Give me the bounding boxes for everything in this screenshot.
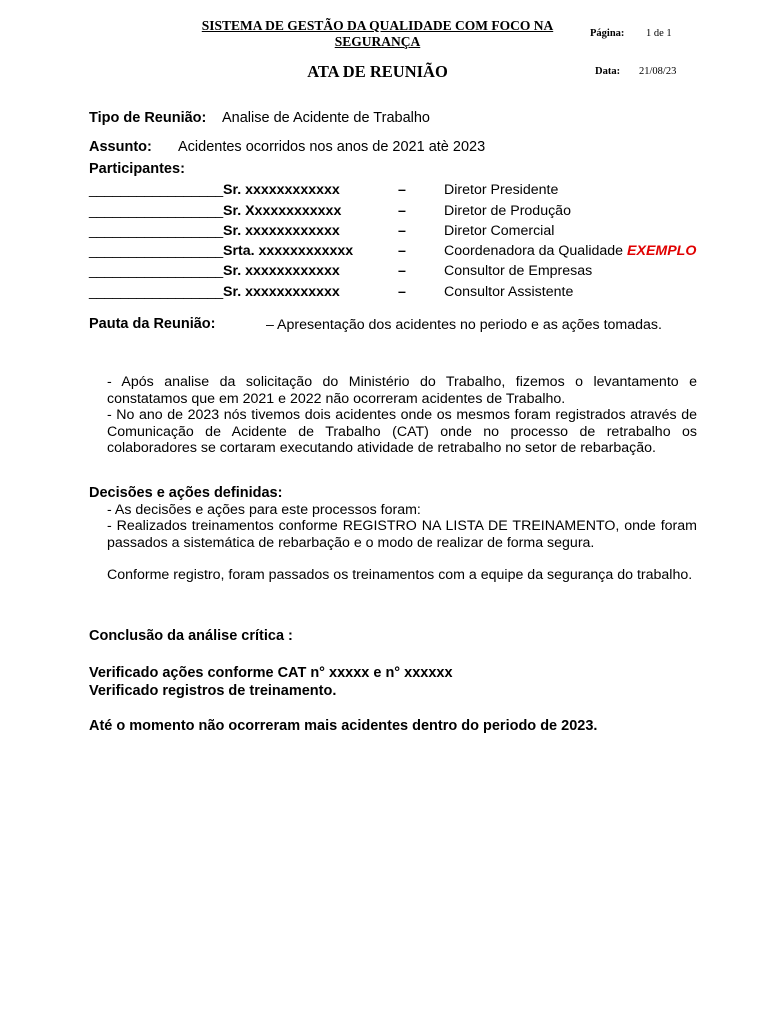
participant-role: Diretor Presidente <box>444 182 559 198</box>
participant-row <box>89 223 729 241</box>
participant-row <box>89 243 729 261</box>
subject-value: Acidentes ocorridos nos anos de 2021 atè 2023 <box>178 139 486 155</box>
participant-row <box>89 203 729 221</box>
participant-role: Diretor Comercial <box>444 223 555 239</box>
participant-name: Sr. xxxxxxxxxxxx <box>223 182 340 198</box>
participant-dash: – <box>398 223 406 239</box>
document-title: SISTEMA DE GESTÃO DA QUALIDADE COM FOCO NA SEGURANÇA <box>201 18 554 49</box>
page-value: 1 de 1 <box>646 28 672 39</box>
signature-line: _________________ <box>89 182 224 198</box>
decision-note: Conforme registro, foram passados os treinamentos com a equipe da segurança do trabalho. <box>107 567 693 583</box>
body-paragraph-1: - Após analise da solicitação do Ministério do Trabalho, fizemos o levantamento e constatamos que em 2021 e 2022 não ocorreram acidentes de Trabalho. <box>107 374 697 407</box>
meeting-type-label: Tipo de Reunião: <box>89 110 207 126</box>
meeting-type-value: Analise de Acidente de Trabalho <box>222 110 430 126</box>
conclusion-line-1: Verificado ações conforme CAT n° xxxxx e n° xxxxxx <box>89 665 453 681</box>
document-subtitle: ATA DE REUNIÃO <box>307 62 448 81</box>
signature-line: _________________ <box>89 284 224 300</box>
signature-line: _________________ <box>89 203 224 219</box>
page-label: Página: <box>590 28 625 39</box>
body-paragraph-2: - No ano de 2023 nós tivemos dois acidentes onde os mesmos foram registrados através de Comunicação de Acidente de Trabalho (CAT) onde no processo de retrabalho os colaboradores se cortaram executando atividade de retrabalho no setor de rebarbação. <box>107 407 697 456</box>
agenda-label: Pauta da Reunião: <box>89 316 216 332</box>
participant-role: Coordenadora da Qualidade <box>444 243 624 259</box>
date-label: Data: <box>595 66 621 77</box>
signature-line: _________________ <box>89 223 224 239</box>
example-tag: EXEMPLO <box>627 243 697 259</box>
participant-role: Consultor de Empresas <box>444 263 593 279</box>
date-value: 21/08/23 <box>639 66 677 77</box>
conclusion-line-3: Até o momento não ocorreram mais acidentes dentro do periodo de 2023. <box>89 718 598 734</box>
participant-name: Srta. xxxxxxxxxxxx <box>223 243 354 259</box>
decision-item-2: - Realizados treinamentos conforme REGISTRO NA LISTA DE TREINAMENTO, onde foram passados a sistemática de rebarbação e o modo de realizar de forma segura. <box>107 518 697 551</box>
signature-line: _________________ <box>89 243 224 259</box>
participant-row <box>89 263 729 281</box>
conclusion-label: Conclusão da análise crítica : <box>89 628 293 644</box>
participant-dash: – <box>398 284 406 300</box>
agenda-value: – Apresentação dos acidentes no periodo e as ações tomadas. <box>266 317 662 333</box>
conclusion-line-2: Verificado registros de treinamento. <box>89 683 337 699</box>
subject-label: Assunto: <box>89 139 152 155</box>
decisions-label: Decisões e ações definidas: <box>89 485 283 501</box>
participant-name: Sr. xxxxxxxxxxxx <box>223 223 340 239</box>
decision-item-1: - As decisões e ações para este processos foram: <box>107 502 421 518</box>
participant-dash: – <box>398 263 406 279</box>
participant-name: Sr. Xxxxxxxxxxxx <box>223 203 342 219</box>
signature-line: _________________ <box>89 263 224 279</box>
participant-row <box>89 284 729 302</box>
participant-role-with-tag <box>444 243 696 259</box>
participant-name: Sr. xxxxxxxxxxxx <box>223 284 340 300</box>
participant-dash: – <box>398 243 406 259</box>
participant-dash: – <box>398 203 406 219</box>
participant-row <box>89 182 729 200</box>
participant-role: Consultor Assistente <box>444 284 574 300</box>
participant-name: Sr. xxxxxxxxxxxx <box>223 263 340 279</box>
participant-dash: – <box>398 182 406 198</box>
participants-label: Participantes: <box>89 161 185 177</box>
participant-role: Diretor de Produção <box>444 203 571 219</box>
